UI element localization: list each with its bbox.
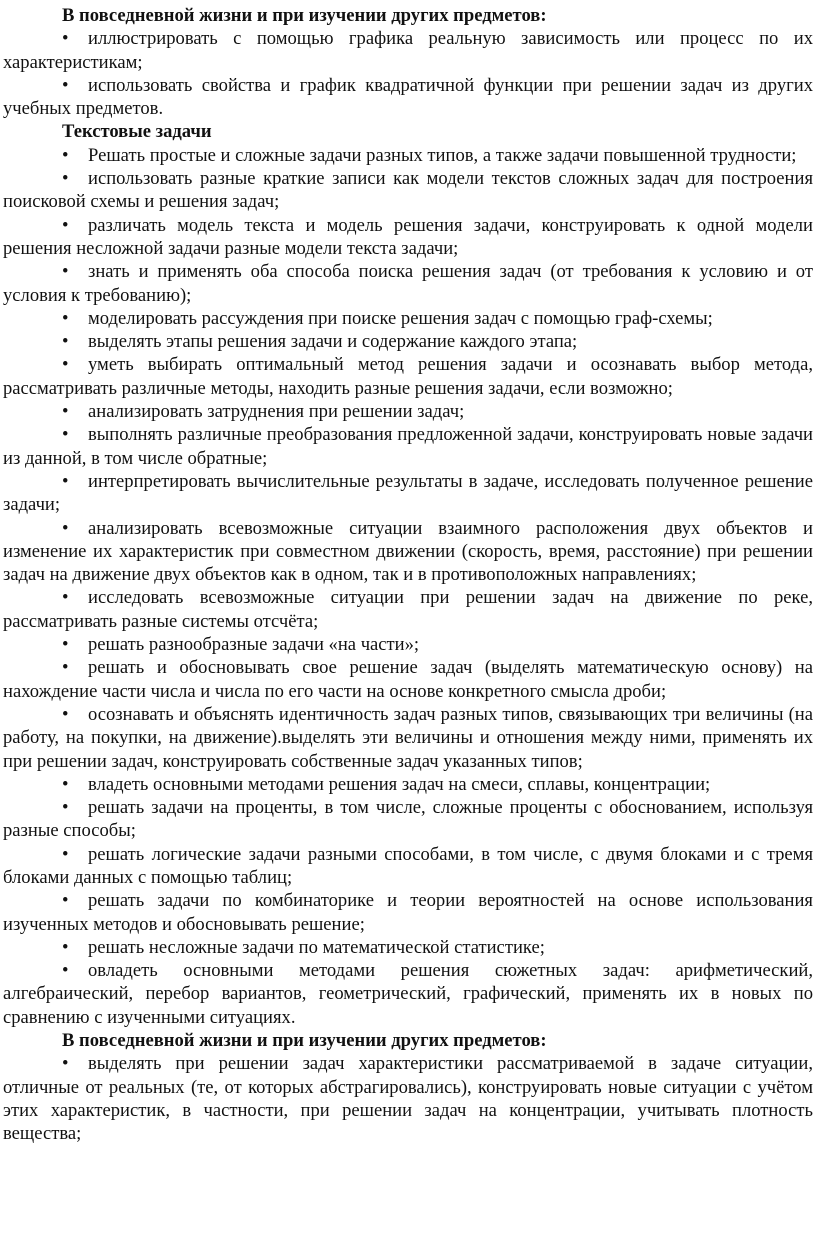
list-item-text: анализировать всевозможные ситуации взаимного расположения двух объектов и изменение их характеристик при совместном движении (скорость, время, расстояние) при решении задач на движение двух объектов как в одном, так и в противоположных направлениях;	[3, 517, 813, 586]
bullet-icon: •	[62, 960, 69, 982]
list-item	[3, 633, 813, 656]
bullet-icon: •	[62, 144, 69, 166]
bullet-icon: •	[62, 214, 69, 236]
bullet-icon: •	[62, 470, 69, 492]
list-item	[3, 167, 813, 214]
bullet-icon: •	[62, 773, 69, 795]
list-item	[3, 796, 813, 843]
list-item-text: уметь выбирать оптимальный метод решения задачи и осознавать выбор метода, рассматривать различные методы, находить разные решения задачи, если возможно;	[3, 354, 813, 399]
list-item-text: Решать простые и сложные задачи разных типов, а также задачи повышенной трудности;	[88, 144, 797, 166]
list-item-text: иллюстрировать с помощью графика реальную зависимость или процесс по их характеристикам;	[3, 28, 813, 73]
list-item-text: выполнять различные преобразования предложенной задачи, конструировать новые задачи из данной, в том числе обратные;	[3, 424, 813, 469]
list-item-text: выделять при решении задач характеристики рассматриваемой в задаче ситуации, отличные от реальных (те, от которых абстрагировались), конструировать новые ситуации с учётом этих характеристик, в частности, при решении задач на концентрации, учитывать плотность вещества;	[3, 1053, 813, 1145]
list-item	[3, 936, 813, 959]
list-item-text: решать задачи на проценты, в том числе, сложные проценты с обоснованием, используя разные способы;	[3, 797, 813, 842]
list-item-text: овладеть основными методами решения сюжетных задач: арифметический, алгебраический, перебор вариантов, геометрический, графический, применять их в новых по сравнению с изученными ситуациях.	[3, 960, 813, 1028]
list-item-text: моделировать рассуждения при поиске решения задач с помощью граф-схемы;	[88, 307, 713, 329]
bullet-icon: •	[62, 843, 69, 865]
list-item	[3, 330, 813, 353]
list-item-text: решать несложные задачи по математической статистике;	[88, 936, 545, 958]
bullet-icon: •	[62, 1053, 69, 1075]
bullet-icon: •	[62, 401, 69, 423]
list-item	[3, 74, 813, 121]
list-item-text: решать разнообразные задачи «на части»;	[88, 634, 420, 656]
bullet-icon: •	[62, 28, 69, 50]
bullet-icon: •	[62, 307, 69, 329]
bullet-icon: •	[62, 890, 69, 912]
list-item	[3, 843, 813, 890]
bullet-icon: •	[62, 517, 69, 539]
list-item	[3, 144, 813, 167]
list-item-text: знать и применять оба способа поиска решения задач (от требования к условию и от условия к требованию);	[3, 261, 813, 306]
list-item	[3, 586, 813, 633]
list-item-text: интерпретировать вычислительные результаты в задаче, исследовать полученное решение задачи;	[3, 470, 813, 516]
list-item	[3, 773, 813, 796]
list-item-text: анализировать затруднения при решении задач;	[88, 401, 465, 423]
section-heading-text-problems: Текстовые задачи	[62, 121, 212, 143]
bullet-icon: •	[62, 331, 69, 353]
list-item	[3, 959, 813, 1029]
list-item-text: решать задачи по комбинаторике и теории вероятностей на основе использования изученных методов и обосновывать решение;	[3, 890, 813, 935]
list-item	[3, 353, 813, 400]
list-item	[3, 470, 813, 517]
bullet-icon: •	[62, 261, 69, 283]
list-item	[3, 400, 813, 423]
list-item-text: различать модель текста и модель решения задачи, конструировать к одной модели решения несложной задачи разные модели текста задачи;	[3, 214, 813, 259]
bullet-icon: •	[62, 424, 69, 446]
list-item	[3, 214, 813, 261]
list-item-text: использовать свойства и график квадратичной функции при решении задач из других учебных предметов.	[3, 74, 813, 120]
list-item	[3, 1052, 813, 1145]
list-item-text: исследовать всевозможные ситуации при решении задач на движение по реке, рассматривать разные системы отсчёта;	[3, 587, 813, 632]
list-item	[3, 260, 813, 307]
bullet-icon: •	[62, 74, 69, 96]
list-item-text: решать и обосновывать свое решение задач (выделять математическую основу) на нахождение части числа и числа по его части на основе конкретного смысла дроби;	[3, 657, 813, 702]
list-item-text: выделять этапы решения задачи и содержание каждого этапа;	[88, 331, 578, 353]
bullet-icon: •	[62, 587, 69, 609]
bullet-icon: •	[62, 354, 69, 376]
list-item-text: использовать разные краткие записи как модели текстов сложных задач для построения поисковой схемы и решения задач;	[3, 168, 813, 213]
bullet-icon: •	[62, 168, 69, 190]
list-item-text: осознавать и объяснять идентичность задач разных типов, связывающих три величины (на работу, на покупки, на движение).выделять эти величины и отношения между ними, применять их при решении задач, конструировать собственные задач указанных типов;	[3, 703, 813, 772]
list-item	[3, 27, 813, 74]
bullet-icon: •	[62, 634, 69, 656]
list-item	[3, 656, 813, 703]
list-item	[3, 423, 813, 470]
bullet-icon: •	[62, 936, 69, 958]
bullet-icon: •	[62, 797, 69, 819]
list-item	[3, 307, 813, 330]
list-item	[3, 517, 813, 587]
bullet-icon: •	[62, 703, 69, 725]
bullet-icon: •	[62, 657, 69, 679]
list-item-text: решать логические задачи разными способами, в том числе, с двумя блоками и с тремя блоками данных с помощью таблиц;	[3, 843, 813, 888]
section-heading-everyday-1: В повседневной жизни и при изучении других предметов:	[62, 5, 547, 26]
list-item	[3, 889, 813, 936]
section-heading-everyday-2: В повседневной жизни и при изучении других предметов:	[62, 1030, 547, 1052]
list-item-text: владеть основными методами решения задач на смеси, сплавы, концентрации;	[88, 773, 711, 795]
list-item	[3, 703, 813, 773]
